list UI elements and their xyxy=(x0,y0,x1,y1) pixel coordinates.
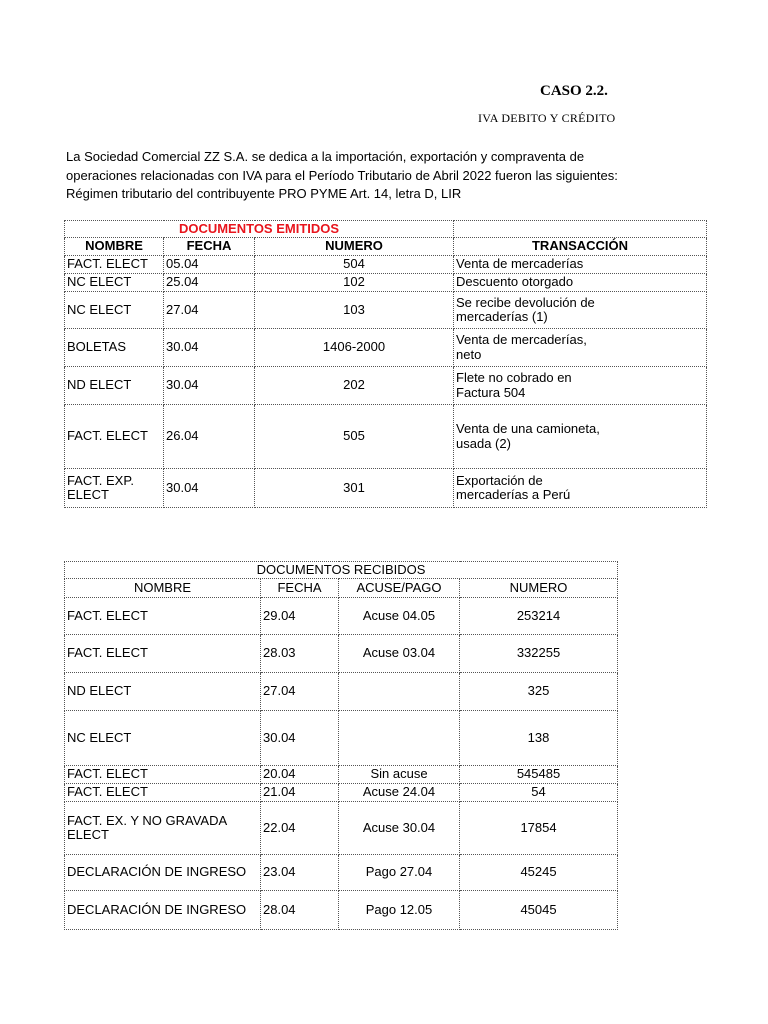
table-row xyxy=(65,274,707,292)
table-row xyxy=(65,292,707,329)
cell-numero: 54 xyxy=(460,784,618,802)
col-header-numero: NUMERO xyxy=(255,238,454,256)
cell-transaccion: Descuento otorgado xyxy=(454,274,707,292)
cell-transaccion: Exportación de mercaderías a Perú xyxy=(454,469,707,508)
table-row xyxy=(65,329,707,367)
cell-transaccion: Venta de una camioneta, usada (2) xyxy=(454,405,707,469)
recibidos-header-row xyxy=(65,579,618,598)
table-row xyxy=(65,469,707,508)
cell-numero: 102 xyxy=(255,274,454,292)
col-header-fecha: FECHA xyxy=(164,238,255,256)
cell-numero: 202 xyxy=(255,367,454,405)
cell-numero: 505 xyxy=(255,405,454,469)
cell-nombre: FACT. ELECT xyxy=(65,766,261,784)
cell-acuse: Acuse 04.05 xyxy=(339,598,460,635)
case-title: CASO 2.2. xyxy=(540,83,608,99)
cell-nombre: FACT. ELECT xyxy=(65,598,261,635)
cell-numero: 504 xyxy=(255,256,454,274)
cell-numero: 45245 xyxy=(460,855,618,891)
recibidos-table xyxy=(64,561,618,930)
cell-numero: 45045 xyxy=(460,891,618,930)
cell-nombre: FACT. EXP. ELECT xyxy=(65,469,164,508)
cell-fecha: 30.04 xyxy=(164,329,255,367)
cell-fecha: 20.04 xyxy=(261,766,339,784)
cell-nombre: NC ELECT xyxy=(65,292,164,329)
col-header-nombre: NOMBRE xyxy=(65,238,164,256)
cell-nombre: FACT. ELECT xyxy=(65,405,164,469)
cell-acuse: Acuse 30.04 xyxy=(339,802,460,855)
cell-nombre: FACT. ELECT xyxy=(65,784,261,802)
cell-fecha: 30.04 xyxy=(164,367,255,405)
intro-line: La Sociedad Comercial ZZ S.A. se dedica a la importación, exportación y compraventa de xyxy=(66,149,585,164)
cell-numero: 138 xyxy=(460,711,618,766)
emitidos-header-row xyxy=(65,238,707,256)
cell-transaccion: Venta de mercaderías xyxy=(454,256,707,274)
cell-fecha: 26.04 xyxy=(164,405,255,469)
table-row xyxy=(65,598,618,635)
emitidos-table xyxy=(64,220,707,508)
table-row xyxy=(65,802,618,855)
cell-transaccion: Se recibe devolución de mercaderías (1) xyxy=(454,292,707,329)
cell-fecha: 23.04 xyxy=(261,855,339,891)
cell-fecha: 28.04 xyxy=(261,891,339,930)
col-header-numero: NUMERO xyxy=(460,579,618,598)
cell-nombre: NC ELECT xyxy=(65,274,164,292)
cell-acuse: Acuse 24.04 xyxy=(339,784,460,802)
cell-nombre: FACT. ELECT xyxy=(65,635,261,673)
col-header-acuse: ACUSE/PAGO xyxy=(339,579,460,598)
table-row xyxy=(65,673,618,711)
cell-acuse xyxy=(339,711,460,766)
cell-fecha: 22.04 xyxy=(261,802,339,855)
cell-nombre: FACT. EX. Y NO GRAVADA ELECT xyxy=(65,802,261,855)
cell-nombre: ND ELECT xyxy=(65,367,164,405)
cell-fecha: 30.04 xyxy=(164,469,255,508)
cell-acuse: Sin acuse xyxy=(339,766,460,784)
cell-fecha: 30.04 xyxy=(261,711,339,766)
cell-numero: 103 xyxy=(255,292,454,329)
table-row xyxy=(65,766,618,784)
cell-acuse: Pago 12.05 xyxy=(339,891,460,930)
cell-fecha: 28.03 xyxy=(261,635,339,673)
cell-fecha: 29.04 xyxy=(261,598,339,635)
cell-numero: 332255 xyxy=(460,635,618,673)
cell-acuse: Acuse 03.04 xyxy=(339,635,460,673)
emitidos-table-wrap xyxy=(64,220,629,508)
table-row xyxy=(65,635,618,673)
cell-nombre: BOLETAS xyxy=(65,329,164,367)
cell-transaccion: Venta de mercaderías, neto xyxy=(454,329,707,367)
cell-fecha: 21.04 xyxy=(261,784,339,802)
cell-numero: 301 xyxy=(255,469,454,508)
cell-numero: 253214 xyxy=(460,598,618,635)
col-header-transaccion: TRANSACCIÓN xyxy=(454,238,707,256)
table-row xyxy=(65,891,618,930)
col-header-nombre: NOMBRE xyxy=(65,579,261,598)
cell-nombre: ND ELECT xyxy=(65,673,261,711)
cell-acuse xyxy=(339,673,460,711)
cell-transaccion: Flete no cobrado en Factura 504 xyxy=(454,367,707,405)
cell-acuse: Pago 27.04 xyxy=(339,855,460,891)
intro-line: operaciones relacionadas con IVA para el Período Tributario de Abril 2022 fueron las siguientes: xyxy=(66,167,618,183)
table-row xyxy=(65,367,707,405)
case-subtitle: IVA DEBITO Y CRÉDITO xyxy=(478,111,616,125)
table-row xyxy=(65,855,618,891)
table-row xyxy=(65,405,707,469)
cell-fecha: 25.04 xyxy=(164,274,255,292)
cell-numero: 1406-2000 xyxy=(255,329,454,367)
intro-paragraph xyxy=(66,148,618,204)
cell-numero: 545485 xyxy=(460,766,618,784)
cell-nombre: NC ELECT xyxy=(65,711,261,766)
intro-line: Régimen tributario del contribuyente PRO PYME Art. 14, letra D, LIR xyxy=(66,186,462,201)
cell-nombre: DECLARACIÓN DE INGRESO xyxy=(65,855,261,891)
cell-numero: 17854 xyxy=(460,802,618,855)
col-header-fecha: FECHA xyxy=(261,579,339,598)
table-row xyxy=(65,256,707,274)
recibidos-table-wrap xyxy=(64,561,618,930)
cell-fecha: 05.04 xyxy=(164,256,255,274)
cell-fecha: 27.04 xyxy=(261,673,339,711)
table-row xyxy=(65,711,618,766)
table-row xyxy=(65,784,618,802)
cell-nombre: FACT. ELECT xyxy=(65,256,164,274)
recibidos-title: DOCUMENTOS RECIBIDOS xyxy=(65,562,618,579)
cell-fecha: 27.04 xyxy=(164,292,255,329)
cell-numero: 325 xyxy=(460,673,618,711)
emitidos-title: DOCUMENTOS EMITIDOS xyxy=(65,221,454,238)
cell-nombre: DECLARACIÓN DE INGRESO xyxy=(65,891,261,930)
